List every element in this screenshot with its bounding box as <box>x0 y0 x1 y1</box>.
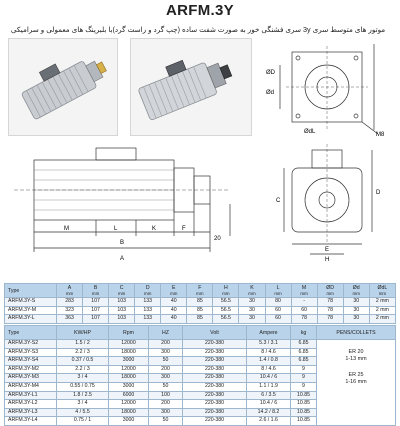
table-cell: 3000 <box>109 417 149 426</box>
label-d: D <box>376 190 381 196</box>
table-cell: 5.3 / 3.1 <box>247 340 291 349</box>
table-cell: 6 / 3.5 <box>247 391 291 400</box>
label-odl: ØdL <box>304 129 316 135</box>
table-cell: 18000 <box>109 408 149 417</box>
table-cell: 10.4 / 6 <box>247 374 291 383</box>
table-cell: 300 <box>149 374 183 383</box>
table-cell: 3 / 4 <box>57 400 109 409</box>
table-cell: 56.5 <box>213 298 239 307</box>
table-cell: 363 <box>57 315 83 324</box>
col-h: H mm <box>213 284 239 298</box>
table-cell: 1.8 / 2.5 <box>57 391 109 400</box>
table-cell: 80 <box>265 298 291 307</box>
table-cell: 323 <box>57 306 83 315</box>
performance-table <box>4 325 396 426</box>
col-d-small: Ød mm <box>343 284 369 298</box>
col-collets: PENS/COLLETS <box>317 326 396 340</box>
table-cell: 85 <box>187 306 213 315</box>
table-row <box>5 315 396 324</box>
table-cell: 200 <box>149 365 183 374</box>
table-cell: 0.75 / 1 <box>57 417 109 426</box>
table-cell: 100 <box>149 391 183 400</box>
row-type: ARFM.3Y-M4 <box>5 382 57 391</box>
table-cell: 2 mm <box>369 315 395 324</box>
table-cell: 133 <box>135 298 161 307</box>
col-c: C mm <box>109 284 135 298</box>
collet-name: ER 25 <box>348 372 364 378</box>
table-cell: 14.2 / 8.2 <box>247 408 291 417</box>
table-cell: 133 <box>135 315 161 324</box>
row-type: ARFM.3Y-S2 <box>5 340 57 349</box>
table-cell: 50 <box>149 382 183 391</box>
product-description: موتور های متوسط سری 3y سری فشنگی خور به صورت شفت ساده (چپ گرد و راست گرد)با بلبرینگ های معمولی و سرامیکی <box>10 25 386 34</box>
table-cell: 40 <box>161 315 187 324</box>
dimensions-header-row <box>5 284 396 298</box>
table-row <box>5 340 396 349</box>
table-cell: 8 / 4.6 <box>247 365 291 374</box>
label-20: 20 <box>214 236 221 242</box>
table-cell: 30 <box>239 298 265 307</box>
table-cell: 12000 <box>109 400 149 409</box>
table-cell: 10.4 / 6 <box>247 400 291 409</box>
table-cell: 2.2 / 3 <box>57 365 109 374</box>
spindle-photo-front <box>130 38 252 136</box>
table-cell: 220-380 <box>183 357 247 366</box>
table-cell: - <box>291 298 317 307</box>
table-cell: 107 <box>83 306 109 315</box>
table-cell: 133 <box>135 306 161 315</box>
row-type: ARFM.3Y-S3 <box>5 348 57 357</box>
table-cell: 6.85 <box>291 357 317 366</box>
table-cell: 220-380 <box>183 365 247 374</box>
table-cell: 9 <box>291 382 317 391</box>
spindle-illustration-front <box>131 39 251 135</box>
dimensions-table <box>4 283 396 324</box>
label-f: F <box>182 226 186 232</box>
col-volt: Volt <box>183 326 247 340</box>
row-type: ARFM.3Y-L2 <box>5 400 57 409</box>
table-cell: 30 <box>343 298 369 307</box>
table-cell: 2.2 / 3 <box>57 348 109 357</box>
table-cell: 78 <box>317 315 343 324</box>
table-cell: 200 <box>149 400 183 409</box>
col-l: L mm <box>265 284 291 298</box>
col-d: D mm <box>135 284 161 298</box>
row-type: ARFM.3Y-L3 <box>5 408 57 417</box>
col-m: M mm <box>291 284 317 298</box>
col-weight: kg <box>291 326 317 340</box>
table-cell: 4 / 5.5 <box>57 408 109 417</box>
label-b: B <box>120 240 125 246</box>
table-cell: 0.55 / 0.75 <box>57 382 109 391</box>
col-f: F mm <box>187 284 213 298</box>
table-cell: 200 <box>149 340 183 349</box>
table-cell: 2 mm <box>369 306 395 315</box>
table-cell: 220-380 <box>183 374 247 383</box>
table-cell: 220-380 <box>183 391 247 400</box>
table-cell: 107 <box>83 298 109 307</box>
table-cell: 103 <box>109 315 135 324</box>
collets-cell <box>317 340 396 426</box>
table-cell: 30 <box>343 315 369 324</box>
col-e: E mm <box>161 284 187 298</box>
table-cell: 103 <box>109 298 135 307</box>
table-cell: 220-380 <box>183 382 247 391</box>
page-title: ARFM.3Y <box>166 2 234 19</box>
row-type: ARFM.3Y-L <box>5 315 57 324</box>
collet-range: 1-16 mm <box>345 379 367 385</box>
table-cell: 6.85 <box>291 340 317 349</box>
table-cell: 220-380 <box>183 417 247 426</box>
label-od: ØD <box>266 70 275 76</box>
table-row <box>5 298 396 307</box>
collet-range: 1-13 mm <box>345 356 367 362</box>
table-cell: 12000 <box>109 365 149 374</box>
table-cell: 1.4 / 0.8 <box>247 357 291 366</box>
table-cell: 85 <box>187 298 213 307</box>
table-cell: 220-380 <box>183 348 247 357</box>
row-type: ARFM.3Y-L4 <box>5 417 57 426</box>
table-cell: 300 <box>149 348 183 357</box>
label-m: M <box>64 226 69 232</box>
table-row <box>5 306 396 315</box>
col-power: KW/HP <box>57 326 109 340</box>
row-type: ARFM.3Y-M2 <box>5 365 57 374</box>
flange-drawing <box>262 38 394 138</box>
table-cell: 60 <box>291 306 317 315</box>
row-type: ARFM.3Y-M3 <box>5 374 57 383</box>
table-cell: 9 <box>291 365 317 374</box>
table-cell: 10.85 <box>291 391 317 400</box>
end-view-drawing <box>262 140 394 262</box>
row-type: ARFM.3Y-M <box>5 306 57 315</box>
table-cell: 10.85 <box>291 400 317 409</box>
col-type: Type <box>5 284 57 298</box>
collet-name: ER 20 <box>348 349 364 355</box>
table-cell: 1.1 / 1.9 <box>247 382 291 391</box>
row-type: ARFM.3Y-L1 <box>5 391 57 400</box>
table-cell: 30 <box>343 306 369 315</box>
label-m8: M8 <box>376 132 385 138</box>
label-a: A <box>120 256 125 262</box>
table-cell: 50 <box>149 357 183 366</box>
side-view-drawing <box>4 140 254 264</box>
table-cell: 40 <box>161 298 187 307</box>
col-ampere: Ampere <box>247 326 291 340</box>
table-cell: 6000 <box>109 391 149 400</box>
table-cell: 220-380 <box>183 400 247 409</box>
row-type: ARFM.3Y-S4 <box>5 357 57 366</box>
table-cell: 40 <box>161 306 187 315</box>
table-cell: 0.37 / 0.5 <box>57 357 109 366</box>
table-cell: 2 mm <box>369 298 395 307</box>
table-cell: 56.5 <box>213 315 239 324</box>
table-cell: 1.5 / 2 <box>57 340 109 349</box>
table-cell: 3000 <box>109 357 149 366</box>
table-cell: 6.85 <box>291 348 317 357</box>
table-cell: 3 / 4 <box>57 374 109 383</box>
col-hz: HZ <box>149 326 183 340</box>
table-cell: 8 / 4.6 <box>247 348 291 357</box>
col-type: Type <box>5 326 57 340</box>
col-rpm: Rpm <box>109 326 149 340</box>
label-d-small: Ød <box>266 90 275 96</box>
table-cell: 56.5 <box>213 306 239 315</box>
spindle-illustration <box>9 39 117 135</box>
table-cell: 50 <box>149 417 183 426</box>
table-cell: 30 <box>239 306 265 315</box>
table-cell: 3000 <box>109 382 149 391</box>
label-c: C <box>276 198 281 204</box>
label-k: K <box>152 226 157 232</box>
table-cell: 107 <box>83 315 109 324</box>
table-cell: 12000 <box>109 340 149 349</box>
table-cell: 78 <box>317 298 343 307</box>
table-cell: 18000 <box>109 374 149 383</box>
label-l: L <box>114 226 118 232</box>
col-od: ØD mm <box>317 284 343 298</box>
col-odl: ØdL mm <box>369 284 395 298</box>
table-cell: 78 <box>317 306 343 315</box>
table-cell: 220-380 <box>183 408 247 417</box>
table-cell: 220-380 <box>183 340 247 349</box>
row-type: ARFM.3Y-S <box>5 298 57 307</box>
table-cell: 78 <box>291 315 317 324</box>
table-cell: 10.85 <box>291 408 317 417</box>
spindle-photo-side <box>8 38 118 136</box>
table-cell: 103 <box>109 306 135 315</box>
col-k: K mm <box>239 284 265 298</box>
table-cell: 283 <box>57 298 83 307</box>
table-cell: 10.85 <box>291 417 317 426</box>
performance-header-row <box>5 326 396 340</box>
col-a: A mm <box>57 284 83 298</box>
col-b: B mm <box>83 284 109 298</box>
table-cell: 60 <box>265 306 291 315</box>
table-cell: 85 <box>187 315 213 324</box>
table-cell: 60 <box>265 315 291 324</box>
label-h: H <box>325 257 330 262</box>
table-cell: 30 <box>239 315 265 324</box>
table-cell: 300 <box>149 408 183 417</box>
label-e: E <box>325 247 330 253</box>
table-cell: 9 <box>291 374 317 383</box>
table-cell: 18000 <box>109 348 149 357</box>
table-cell: 2.6 / 1.6 <box>247 417 291 426</box>
